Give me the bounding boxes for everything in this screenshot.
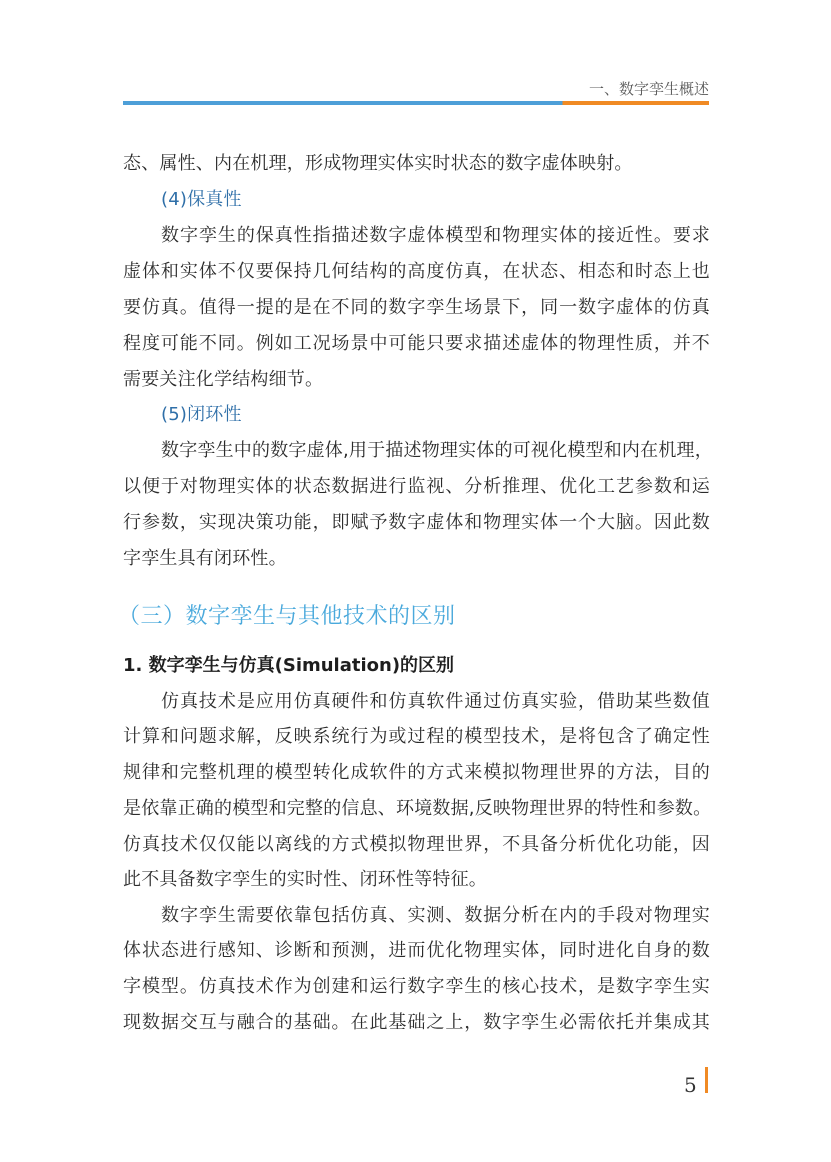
body-line: 规律和完整机理的模型转化成软件的方式来模拟物理世界的方法，目的 — [123, 762, 710, 783]
body-line: 态、属性、内在机理，形成物理实体实时状态的数字虚体映射。 — [123, 153, 633, 174]
body-line: 要仿真。值得一提的是在不同的数字孪生场景下，同一数字虚体的仿真 — [123, 297, 710, 318]
body-line: 字模型。仿真技术作为创建和运行数字孪生的核心技术，是数字孪生实 — [123, 976, 710, 997]
body-line: 虚体和实体不仅要保持几何结构的高度仿真，在状态、相态和时态上也 — [123, 261, 710, 282]
body-line: 程度可能不同。例如工况场景中可能只要求描述虚体的物理性质，并不 — [123, 333, 710, 354]
bold-heading: 1. 数字孪生与仿真(Simulation)的区别 — [123, 655, 455, 676]
page-number-bar — [705, 1067, 708, 1093]
body-line: 以便于对物理实体的状态数据进行监视、分析推理、优化工艺参数和运 — [123, 476, 710, 497]
body-line: 需要关注化学结构细节。 — [123, 369, 324, 390]
body-line: 数字孪生的保真性指描述数字虚体模型和物理实体的接近性。要求 — [161, 225, 710, 246]
header-rule — [123, 101, 709, 105]
body-line: 此不具备数字孪生的实时性、闭环性等特征。 — [123, 869, 487, 890]
page-number: 5 — [684, 1073, 697, 1097]
body-line: 数字孪生中的数字虚体,用于描述物理实体的可视化模型和内在机理， — [161, 440, 713, 461]
body-line: 仿真技术仅仅能以离线的方式模拟物理世界，不具备分析优化功能，因 — [123, 834, 710, 855]
body-line: 仿真技术是应用仿真硬件和仿真软件通过仿真实验，借助某些数值 — [161, 691, 710, 712]
subheading-closed-loop: (5)闭环性 — [161, 404, 242, 425]
section-title: （三）数字孪生与其他技术的区别 — [118, 604, 456, 629]
body-line: 行参数，实现决策功能，即赋予数字虚体和物理实体一个大脑。因此数 — [123, 512, 710, 533]
body-line: 是依靠正确的模型和完整的信息、环境数据,反映物理世界的特性和参数。 — [123, 798, 712, 819]
body-line: 数字孪生需要依靠包括仿真、实测、数据分析在内的手段对物理实 — [161, 905, 710, 926]
body-line: 字孪生具有闭环性。 — [123, 548, 287, 569]
body-line: 现数据交互与融合的基础。在此基础之上，数字孪生必需依托并集成其 — [123, 1012, 710, 1033]
running-header-title: 一、数字孪生概述 — [588, 80, 709, 98]
subheading-fidelity: (4)保真性 — [161, 189, 242, 210]
body-line: 体状态进行感知、诊断和预测，进而优化物理实体，同时进化自身的数 — [123, 940, 710, 961]
body-line: 计算和问题求解，反映系统行为或过程的模型技术，是将包含了确定性 — [123, 726, 710, 747]
